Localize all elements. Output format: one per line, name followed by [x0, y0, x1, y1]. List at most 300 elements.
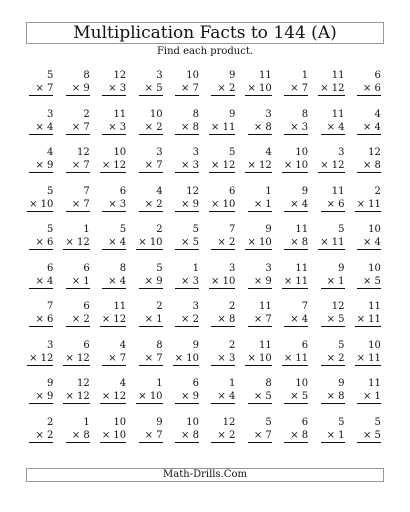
problem-item: [23, 417, 59, 456]
problem-multiplier: × 4: [357, 122, 381, 135]
problem-multiplier: × 5: [175, 237, 199, 250]
problem-multiplicand: 9: [301, 185, 309, 197]
problem-multiplicand: 10: [295, 378, 309, 389]
problem-multiplier: × 5: [357, 276, 381, 289]
problem-multiplicand: 2: [374, 185, 381, 197]
problem-multiplier: × 12: [101, 314, 127, 325]
problem-multiplier: × 12: [320, 83, 345, 94]
problem-item: [96, 147, 132, 186]
problem-multiplicand: 12: [77, 378, 90, 389]
problem-multiplier: × 10: [138, 391, 163, 402]
problem-multiplicand: 11: [368, 301, 381, 312]
problem-multiplier: × 7: [66, 122, 90, 135]
problem-multiplicand: 6: [83, 301, 90, 312]
problem-item: [23, 378, 59, 417]
problem-multiplier: × 12: [247, 160, 272, 171]
problem-multiplicand: 6: [192, 378, 199, 389]
problem-multiplicand: 7: [301, 301, 309, 312]
problem-multiplicand: 11: [295, 224, 309, 235]
problem-item: [205, 301, 241, 340]
problem-multiplier: × 2: [321, 353, 345, 366]
problem-multiplier: × 5: [284, 391, 308, 404]
problem-multiplicand: 11: [113, 108, 127, 120]
problem-multiplicand: 10: [368, 224, 381, 235]
problem-multiplier: × 9: [139, 276, 163, 289]
problem-item: [59, 147, 95, 186]
problem-item: [205, 70, 241, 109]
problem-multiplicand: 11: [259, 70, 272, 81]
problem-multiplier: × 10: [247, 83, 272, 94]
problem-multiplier: × 8: [321, 391, 345, 404]
problem-item: [96, 224, 132, 263]
problem-item: [314, 186, 350, 225]
problem-multiplier: × 4: [29, 276, 53, 289]
problem-multiplier: × 10: [283, 160, 309, 171]
problem-item: [132, 147, 168, 186]
problem-item: [278, 186, 314, 225]
problem-multiplicand: 6: [301, 416, 309, 428]
problem-multiplicand: 10: [186, 70, 199, 81]
problem-item: [241, 147, 277, 186]
problem-multiplicand: 4: [119, 339, 127, 351]
problem-multiplier: × 7: [66, 199, 90, 212]
problem-multiplier: × 10: [174, 352, 199, 364]
problem-multiplicand: 12: [186, 185, 199, 197]
problem-multiplier: × 10: [138, 237, 163, 248]
problem-item: [351, 186, 387, 225]
problem-multiplier: × 4: [357, 237, 381, 250]
problem-multiplier: × 6: [321, 199, 345, 212]
problem-item: [278, 147, 314, 186]
problem-multiplicand: 6: [301, 339, 309, 351]
problem-item: [96, 378, 132, 417]
problem-multiplicand: 10: [295, 147, 309, 158]
problem-multiplier: × 8: [175, 430, 199, 443]
problem-multiplicand: 3: [265, 262, 272, 274]
problem-multiplier: × 2: [211, 430, 235, 443]
problem-multiplier: × 4: [284, 314, 308, 327]
problem-multiplicand: 9: [156, 416, 163, 428]
problem-multiplicand: 3: [47, 339, 54, 351]
problem-item: [169, 186, 205, 225]
problem-multiplier: × 5: [357, 430, 381, 443]
problem-item: [23, 70, 59, 109]
problem-multiplicand: 8: [301, 108, 309, 120]
problem-item: [23, 109, 59, 148]
problem-multiplicand: 4: [156, 185, 163, 197]
problem-multiplicand: 11: [113, 301, 127, 312]
problem-item: [205, 263, 241, 302]
problem-item: [59, 70, 95, 109]
problem-item: [23, 224, 59, 263]
problem-multiplicand: 5: [119, 224, 127, 235]
problem-multiplicand: 3: [228, 262, 236, 274]
problem-multiplier: × 7: [29, 83, 53, 96]
problem-multiplicand: 9: [228, 108, 236, 120]
problem-multiplier: × 8: [66, 430, 90, 443]
problem-multiplier: × 7: [248, 430, 272, 443]
problem-multiplier: × 12: [101, 160, 127, 171]
problem-multiplicand: 5: [192, 224, 199, 235]
problem-item: [59, 109, 95, 148]
problem-item: [278, 378, 314, 417]
problem-multiplier: × 12: [101, 391, 127, 402]
page-title: Multiplication Facts to 144 (A): [73, 22, 337, 43]
problem-multiplier: × 1: [248, 199, 272, 212]
problem-item: [278, 70, 314, 109]
problem-multiplicand: 1: [83, 224, 90, 235]
problem-item: [205, 340, 241, 379]
problem-multiplier: × 8: [211, 314, 235, 327]
problem-multiplier: × 11: [356, 352, 381, 364]
problem-multiplier: × 12: [320, 160, 345, 171]
problem-multiplicand: 1: [156, 378, 163, 389]
problem-multiplicand: 11: [331, 108, 345, 120]
problem-multiplicand: 2: [156, 224, 163, 235]
problem-multiplicand: 7: [83, 185, 90, 197]
problem-item: [96, 263, 132, 302]
problem-multiplier: × 11: [320, 237, 345, 248]
problem-multiplier: × 4: [102, 276, 126, 289]
problem-item: [205, 147, 241, 186]
problem-multiplicand: 10: [368, 339, 381, 351]
footer-site: Math-Drills.Com: [163, 469, 247, 480]
problem-item: [314, 378, 350, 417]
problem-multiplicand: 3: [156, 70, 163, 81]
problem-item: [59, 378, 95, 417]
problem-multiplicand: 8: [265, 378, 272, 389]
problem-item: [351, 224, 387, 263]
problem-multiplicand: 4: [374, 108, 381, 120]
problem-item: [278, 301, 314, 340]
problem-multiplier: × 2: [211, 83, 235, 96]
problem-multiplicand: 10: [113, 416, 127, 428]
problem-item: [169, 109, 205, 148]
problem-item: [205, 186, 241, 225]
problem-multiplicand: 5: [338, 416, 345, 428]
problem-multiplier: × 1: [321, 430, 345, 443]
problem-item: [23, 147, 59, 186]
problem-multiplicand: 9: [265, 224, 272, 235]
problem-item: [314, 147, 350, 186]
problem-item: [241, 378, 277, 417]
problem-multiplier: × 3: [102, 122, 126, 135]
problem-multiplier: × 7: [139, 353, 163, 366]
problem-item: [241, 263, 277, 302]
problem-multiplier: × 2: [29, 430, 53, 443]
problem-multiplicand: 7: [47, 301, 54, 312]
problem-item: [278, 224, 314, 263]
problem-multiplier: × 10: [101, 429, 127, 441]
problem-multiplicand: 11: [331, 185, 345, 197]
problem-item: [23, 186, 59, 225]
problem-item: [205, 109, 241, 148]
problem-multiplier: × 5: [321, 314, 345, 327]
problem-multiplier: × 11: [283, 352, 309, 364]
problem-multiplicand: 9: [228, 70, 236, 81]
problem-multiplier: × 3: [211, 353, 235, 366]
problem-item: [132, 263, 168, 302]
problem-item: [241, 186, 277, 225]
problem-item: [59, 224, 95, 263]
problem-item: [96, 70, 132, 109]
problem-item: [132, 417, 168, 456]
problem-multiplicand: 3: [156, 147, 163, 158]
problem-item: [278, 263, 314, 302]
problem-multiplicand: 6: [83, 339, 90, 351]
problem-item: [241, 224, 277, 263]
problem-multiplier: × 4: [321, 122, 345, 135]
problem-multiplicand: 1: [228, 378, 236, 389]
problem-item: [351, 263, 387, 302]
problem-multiplicand: 2: [83, 108, 90, 120]
problem-multiplier: × 8: [284, 237, 308, 250]
problem-item: [59, 186, 95, 225]
problem-multiplicand: 5: [228, 147, 236, 158]
problem-multiplicand: 1: [83, 416, 90, 428]
title-box: [26, 22, 384, 44]
problem-multiplicand: 11: [368, 378, 381, 389]
problem-multiplier: × 11: [283, 275, 309, 287]
problem-multiplicand: 3: [47, 108, 54, 120]
problem-multiplicand: 12: [331, 301, 345, 312]
problem-multiplier: × 11: [211, 121, 236, 133]
problem-item: [278, 417, 314, 456]
problem-item: [351, 301, 387, 340]
problem-multiplicand: 11: [295, 262, 309, 274]
problem-item: [96, 186, 132, 225]
problem-multiplicand: 5: [265, 416, 272, 428]
problem-multiplier: × 7: [102, 353, 126, 366]
problem-multiplicand: 10: [149, 108, 163, 120]
problem-item: [351, 417, 387, 456]
problem-item: [132, 301, 168, 340]
problem-multiplicand: 10: [113, 147, 127, 158]
problem-item: [314, 224, 350, 263]
problem-multiplier: × 8: [248, 122, 272, 135]
problem-multiplier: × 2: [66, 314, 90, 327]
problem-item: [96, 417, 132, 456]
problem-grid: [23, 70, 387, 455]
problem-multiplicand: 6: [47, 262, 54, 274]
problem-item: [59, 263, 95, 302]
problem-item: [314, 263, 350, 302]
problem-multiplicand: 1: [192, 262, 199, 274]
problem-multiplier: × 6: [357, 83, 381, 96]
problem-multiplicand: 9: [338, 378, 345, 389]
problem-multiplier: × 12: [29, 352, 54, 364]
problem-multiplicand: 6: [119, 185, 127, 197]
problem-multiplier: × 8: [284, 430, 308, 443]
problem-multiplicand: 6: [228, 185, 236, 197]
problem-multiplicand: 5: [47, 70, 54, 81]
problem-multiplicand: 6: [83, 262, 90, 274]
problem-item: [314, 109, 350, 148]
problem-item: [241, 340, 277, 379]
problem-item: [169, 340, 205, 379]
problem-multiplier: × 6: [29, 237, 53, 250]
problem-multiplicand: 8: [156, 339, 163, 351]
problem-item: [241, 301, 277, 340]
problem-item: [205, 224, 241, 263]
problem-multiplier: × 8: [175, 122, 199, 135]
problem-multiplicand: 4: [47, 147, 54, 158]
problem-item: [278, 109, 314, 148]
problem-multiplicand: 9: [338, 262, 345, 274]
problem-multiplicand: 12: [222, 416, 236, 428]
instructions: Find each product.: [156, 46, 254, 57]
problem-multiplier: × 2: [139, 122, 163, 135]
problem-multiplicand: 7: [228, 224, 236, 235]
problem-multiplier: × 3: [102, 199, 126, 212]
problem-multiplier: × 11: [356, 314, 381, 325]
problem-multiplier: × 9: [175, 391, 199, 404]
problem-multiplicand: 3: [265, 108, 272, 120]
problem-multiplicand: 2: [47, 416, 54, 428]
problem-multiplicand: 3: [192, 301, 199, 312]
problem-item: [351, 109, 387, 148]
problem-multiplicand: 10: [186, 416, 199, 428]
problem-item: [23, 340, 59, 379]
problem-multiplicand: 5: [47, 185, 54, 197]
problem-multiplier: × 3: [284, 122, 308, 135]
problem-multiplicand: 12: [368, 147, 381, 158]
problem-item: [314, 417, 350, 456]
problem-multiplier: × 3: [175, 276, 199, 289]
problem-item: [23, 301, 59, 340]
problem-multiplier: × 8: [357, 160, 381, 173]
problem-multiplicand: 12: [113, 70, 127, 81]
problem-item: [96, 109, 132, 148]
problem-multiplicand: 8: [192, 108, 199, 120]
problem-item: [169, 417, 205, 456]
problem-multiplier: × 7: [139, 430, 163, 443]
problem-multiplicand: 6: [374, 70, 381, 81]
problem-item: [314, 340, 350, 379]
problem-multiplier: × 4: [211, 391, 235, 404]
problem-item: [241, 109, 277, 148]
problem-item: [132, 224, 168, 263]
problem-multiplier: × 12: [65, 391, 90, 402]
problem-multiplier: × 12: [211, 160, 236, 171]
problem-multiplicand: 1: [301, 70, 309, 81]
problem-multiplicand: 5: [47, 224, 54, 235]
problem-multiplier: × 6: [29, 314, 53, 327]
problem-multiplicand: 4: [265, 147, 272, 158]
problem-item: [96, 301, 132, 340]
problem-item: [59, 301, 95, 340]
problem-multiplier: × 3: [102, 83, 126, 96]
problem-item: [314, 70, 350, 109]
problem-multiplier: × 1: [321, 276, 345, 289]
problem-item: [351, 378, 387, 417]
problem-multiplicand: 11: [331, 70, 345, 81]
problem-multiplier: × 7: [66, 160, 90, 173]
problem-multiplicand: 5: [338, 224, 345, 235]
problem-item: [314, 301, 350, 340]
problem-item: [132, 340, 168, 379]
problem-multiplier: × 10: [211, 275, 236, 287]
problem-multiplier: × 2: [175, 314, 199, 327]
problem-item: [132, 109, 168, 148]
problem-multiplier: × 7: [175, 83, 199, 96]
problem-item: [169, 263, 205, 302]
problem-multiplicand: 9: [192, 339, 199, 351]
problem-item: [59, 417, 95, 456]
problem-item: [351, 147, 387, 186]
problem-item: [59, 340, 95, 379]
problem-multiplier: × 9: [175, 199, 199, 212]
problem-multiplier: × 5: [248, 391, 272, 404]
problem-multiplier: × 10: [211, 198, 236, 210]
footer-box: [26, 468, 384, 482]
problem-item: [169, 70, 205, 109]
problem-multiplicand: 10: [368, 262, 381, 274]
problem-multiplicand: 8: [83, 70, 90, 81]
problem-multiplicand: 2: [228, 301, 236, 312]
problem-item: [278, 340, 314, 379]
problem-multiplicand: 8: [119, 262, 127, 274]
problem-item: [205, 417, 241, 456]
problem-item: [96, 340, 132, 379]
problem-multiplicand: 11: [259, 339, 272, 351]
problem-multiplier: × 7: [139, 160, 163, 173]
problem-multiplier: × 7: [248, 314, 272, 327]
problem-multiplicand: 4: [119, 378, 127, 389]
problem-item: [132, 70, 168, 109]
problem-multiplier: × 9: [248, 276, 272, 289]
problem-item: [23, 263, 59, 302]
problem-item: [205, 378, 241, 417]
problem-item: [351, 340, 387, 379]
problem-multiplier: × 10: [247, 237, 272, 248]
problem-multiplicand: 2: [156, 301, 163, 312]
problem-multiplier: × 5: [139, 83, 163, 96]
problem-multiplier: × 3: [175, 160, 199, 173]
problem-item: [241, 417, 277, 456]
problem-item: [132, 378, 168, 417]
problem-item: [169, 378, 205, 417]
problem-item: [169, 301, 205, 340]
problem-item: [351, 70, 387, 109]
problem-multiplier: × 4: [29, 122, 53, 135]
problem-multiplier: × 12: [65, 352, 90, 364]
problem-multiplier: × 1: [357, 391, 381, 404]
problem-multiplicand: 5: [338, 339, 345, 351]
problem-multiplier: × 2: [211, 237, 235, 250]
problem-item: [169, 224, 205, 263]
problem-multiplier: × 9: [66, 83, 90, 96]
problem-item: [169, 147, 205, 186]
problem-multiplier: × 10: [29, 198, 54, 210]
problem-multiplicand: 5: [374, 416, 381, 428]
problem-multiplier: × 4: [284, 199, 308, 212]
problem-multiplicand: 5: [156, 262, 163, 274]
problem-multiplier: × 9: [29, 160, 53, 173]
problem-multiplier: × 1: [66, 276, 90, 289]
problem-multiplier: × 10: [247, 352, 272, 364]
problem-multiplier: × 7: [284, 83, 308, 96]
problem-item: [241, 70, 277, 109]
problem-multiplicand: 9: [47, 378, 54, 389]
problem-multiplicand: 12: [77, 147, 90, 158]
problem-multiplier: × 9: [29, 391, 53, 404]
problem-multiplier: × 12: [65, 237, 90, 248]
problem-multiplier: × 2: [139, 199, 163, 212]
problem-multiplicand: 3: [192, 147, 199, 158]
problem-multiplicand: 11: [259, 301, 272, 312]
problem-item: [132, 186, 168, 225]
